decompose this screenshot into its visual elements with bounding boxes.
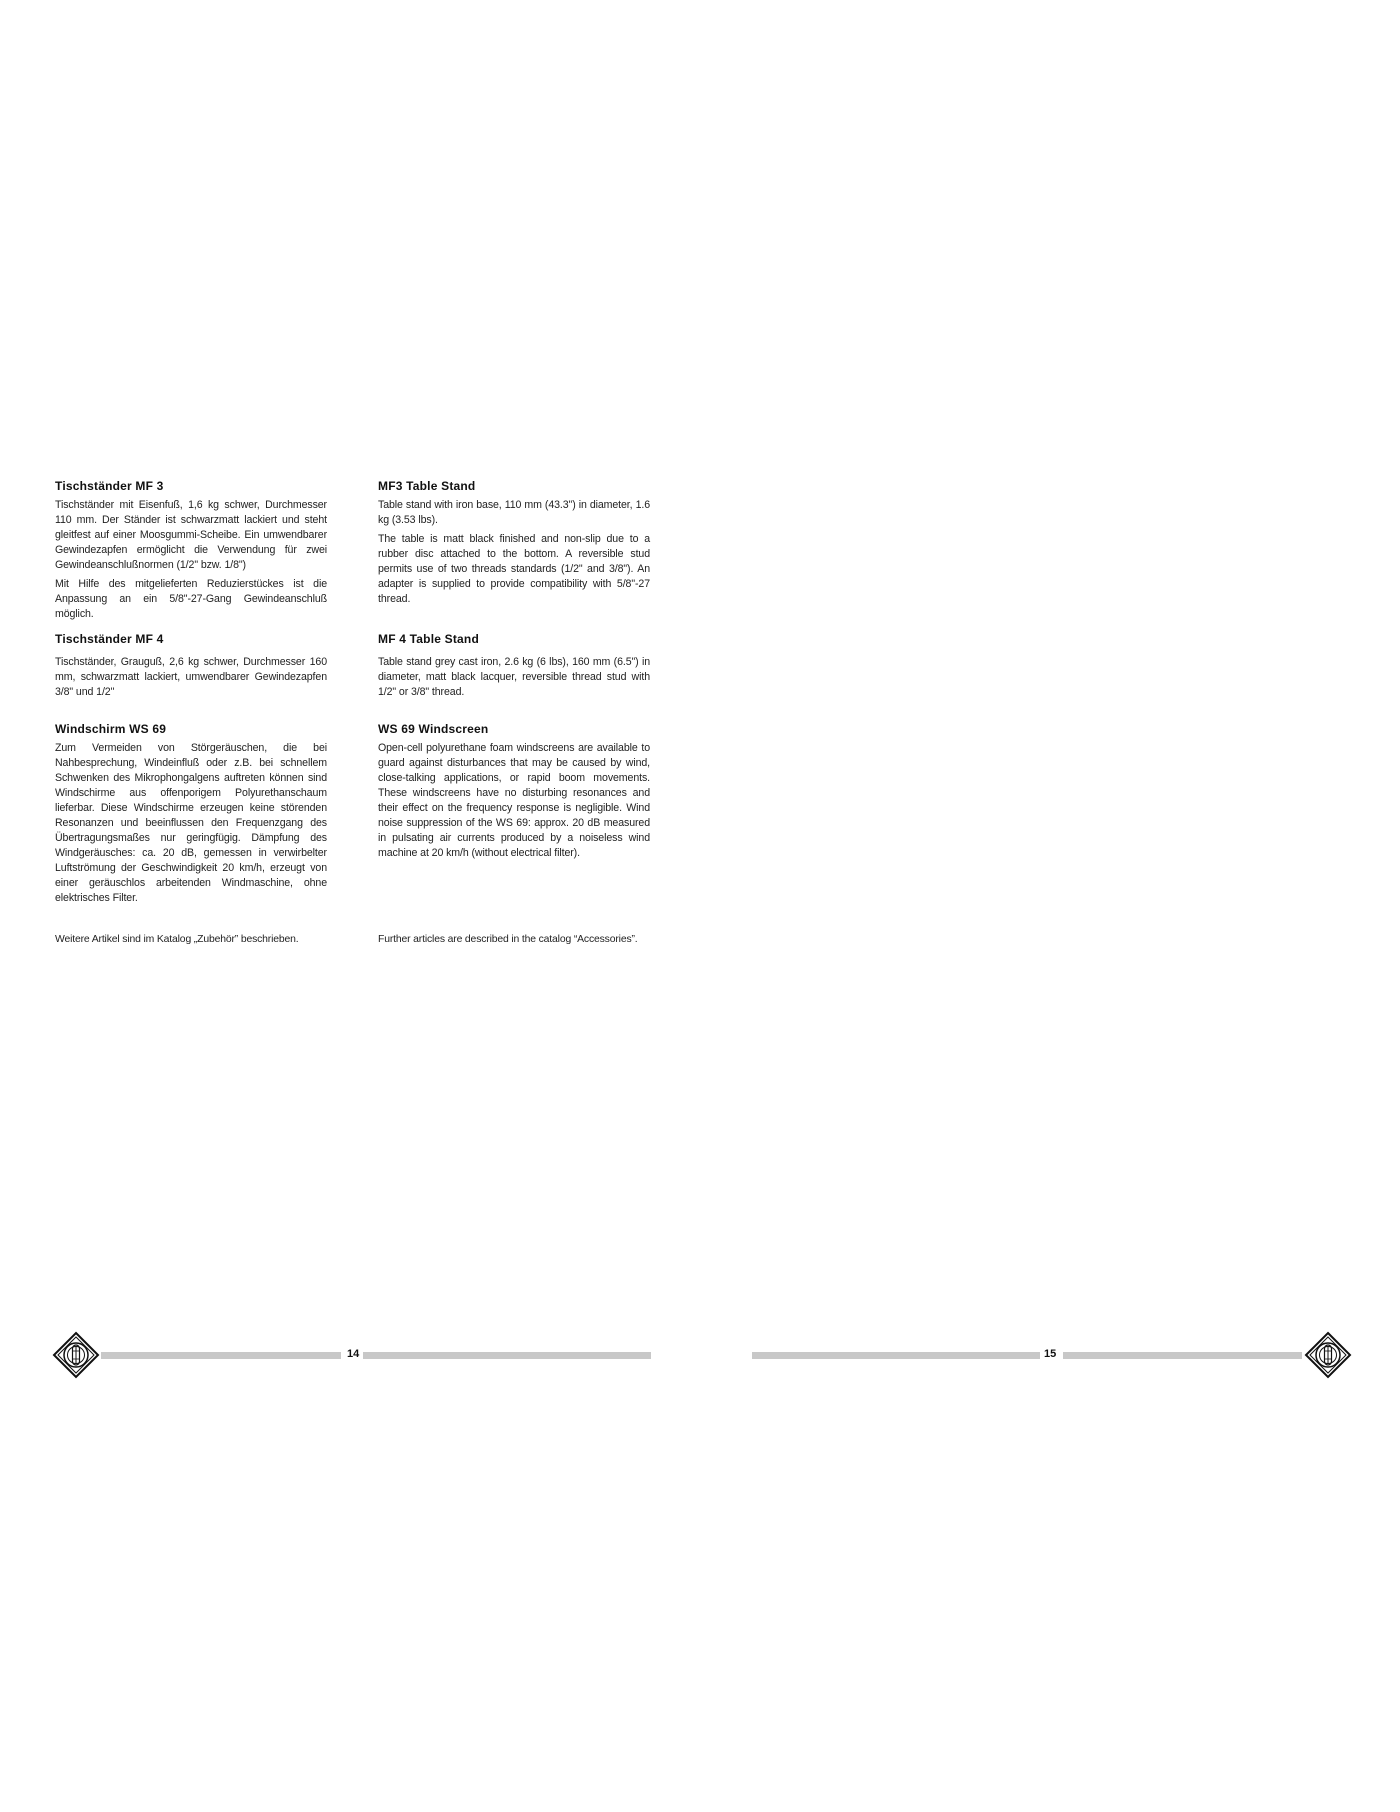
section-mf3-en [378,479,650,611]
section-ws69-de [55,722,327,910]
section-paragraph: Table stand grey cast iron, 2.6 kg (6 lbs), 160 mm (6.5") in diameter, matt black lacquer, reversible thread stud with 1/2" or 3/8" thread. [378,656,650,698]
page-number: 15 [1044,1348,1057,1360]
footer-rule [363,1352,651,1359]
catalog-footnote: Further articles are described in the catalog “Accessories”. [378,934,638,945]
section-paragraph: Tischständer, Grauguß, 2,6 kg schwer, Durchmesser 160 mm, schwarzmatt lackiert, umwendbarer Gewindezapfen 3/8" und 1/2" [55,656,327,698]
section-heading: Tischständer MF 4 [55,632,164,646]
section-heading: WS 69 Windscreen [378,722,489,736]
section-heading: MF3 Table Stand [378,479,476,493]
section-ws69-en [378,722,650,865]
footer-rule [1063,1352,1302,1359]
catalog-footnote: Weitere Artikel sind im Katalog „Zubehör” beschrieben. [55,934,299,945]
neumann-diamond-logo-icon [52,1331,100,1379]
section-heading: Tischständer MF 3 [55,479,164,493]
left-page-footer [52,1335,652,1375]
footer-rule [752,1352,1040,1359]
right-page-footer [752,1335,1352,1375]
footer-rule [101,1352,341,1359]
section-paragraph: Zum Vermeiden von Störgeräuschen, die bei Nahbesprechung, Windeinfluß oder z.B. bei schnellem Schwenken des Mikrophongalgens auftreten können sind Windschirme aus offenporigem Polyurethanschaum lieferbar. Diese Windschirme erzeugen keine störenden Resonanzen und beeinflussen den Frequenzgang des Übertragungsmaßes nur geringfügig. Dämpfung des Windgeräusches: ca. 20 dB, gemessen in verwirbelter Luftströmung der Geschwindigkeit 20 km/h, erzeugt von einer geräuschlos arbeitenden Windmaschine, ohne elektrisches Filter. [55,742,327,904]
page-number: 14 [347,1348,360,1360]
section-heading: MF 4 Table Stand [378,632,479,646]
section-heading: Windschirm WS 69 [55,722,167,736]
section-paragraph: Mit Hilfe des mitgelieferten Reduzierstückes ist die Anpassung an ein 5/8"-27-Gang Gewindeanschluß möglich. [55,578,327,620]
section-paragraph: The table is matt black finished and non-slip due to a rubber disc attached to the bottom. A reversible stud permits use of two threads standards (1/2" and 3/8"). An adapter is supplied to provide compatibility with 5/8"-27 thread. [378,533,650,605]
section-mf4-de [55,632,327,704]
section-paragraph: Open-cell polyurethane foam windscreens are available to guard against disturbances that may be caused by wind, close-talking applications, or rapid boom movements. These windscreens have no disturbing resonances and their effect on the frequency response is negligible. Wind noise suppression of the WS 69: approx. 20 dB measured in pulsating air currents produced by a noiseless wind machine at 20 km/h (without electrical filter). [378,742,650,859]
section-mf4-en [378,632,650,704]
section-paragraph: Table stand with iron base, 110 mm (43.3") in diameter, 1.6 kg (3.53 lbs). [378,499,650,526]
section-mf3-de [55,479,327,626]
neumann-diamond-logo-icon [1304,1331,1352,1379]
section-paragraph: Tischständer mit Eisenfuß, 1,6 kg schwer, Durchmesser 110 mm. Der Ständer ist schwarzmatt lackiert und steht gleitfest auf einer Moosgummi-Scheibe. Ein umwendbarer Gewindezapfen ermöglicht die Verwendung für zwei Gewindeanschlußnormen (1/2" bzw. 1/8") [55,499,327,571]
